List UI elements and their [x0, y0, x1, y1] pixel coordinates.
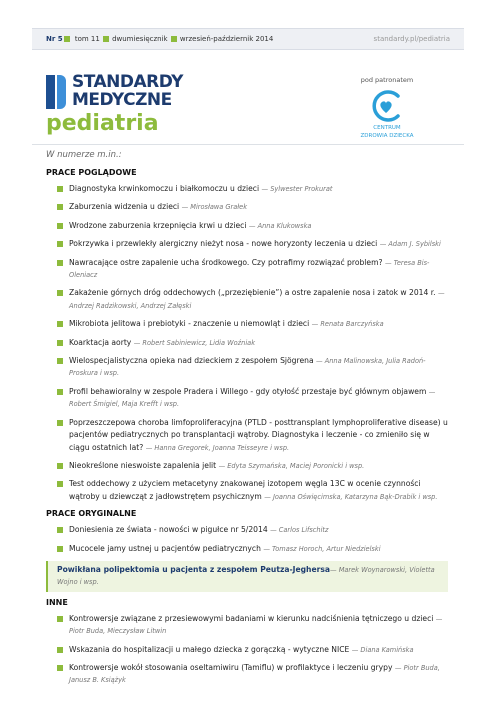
patron-org-line2: ZDROWIA DZIECKA: [360, 133, 414, 139]
article-title: Mikrobiota jelitowa i prebiotyki - znaczenie u niemowląt i dzieci: [69, 319, 310, 329]
square-bullet-icon: [57, 241, 63, 247]
article-item[interactable]: [46, 201, 448, 213]
article-authors: — Teresa Bis-Oleniacz: [69, 258, 430, 280]
article-title: Mucocele jamy ustnej u pacjentów pediatrycznych: [69, 543, 261, 553]
square-bullet-icon: [57, 358, 63, 364]
article-title: Wielospecjalistyczna opieka nad dzieckiem z zespołem Sjögrena: [69, 356, 314, 366]
table-of-contents: [46, 168, 448, 693]
article-item[interactable]: [46, 355, 448, 380]
journal-url-link[interactable]: standardy.pl/pediatria: [373, 35, 450, 43]
patronage-label: pod patronatem: [360, 76, 414, 84]
section-heading-review: PRACE POGLĄDOWE: [46, 168, 137, 177]
square-bullet-icon: [64, 36, 70, 42]
article-authors: — Mirosława Grałek: [181, 203, 248, 212]
article-authors: — Marek Woynarowski, Violetta Wojno i wsp.: [57, 565, 435, 587]
review-articles-list: [46, 183, 448, 503]
article-item[interactable]: [46, 460, 448, 472]
other-articles-list: [46, 613, 448, 687]
issue-meta: [46, 29, 273, 49]
volume: tom 11: [74, 35, 100, 43]
article-title: Diagnostyka krwinkomoczu i białkomoczu u dzieci: [69, 184, 260, 193]
square-bullet-icon: [57, 665, 63, 671]
square-bullet-icon: [57, 223, 63, 229]
issue-number: Nr 5: [46, 35, 63, 43]
article-authors: — Sylwester Prokurat: [261, 185, 333, 193]
square-bullet-icon: [57, 616, 63, 622]
square-bullet-icon: [171, 36, 177, 42]
article-item[interactable]: [46, 543, 448, 555]
article-authors: — Robert Śmigiel, Maja Krefft i wsp.: [69, 387, 436, 409]
article-authors: — Adam J. Sybilski: [379, 240, 441, 249]
original-articles-list: [46, 524, 448, 555]
article-title: Doniesienia ze świata - nowości w pigułce nr 5/2014: [69, 525, 268, 535]
square-bullet-icon: [57, 481, 63, 487]
square-bullet-icon: [57, 290, 63, 296]
divider: [32, 144, 464, 145]
article-item[interactable]: [46, 386, 448, 411]
square-bullet-icon: [57, 186, 63, 192]
article-item[interactable]: [46, 478, 448, 503]
article-item[interactable]: [46, 644, 448, 656]
article-item[interactable]: [46, 257, 448, 282]
article-authors: — Andrzej Radzikowski, Andrzej Załęski: [69, 289, 445, 310]
article-authors: — Joanna Oświęcimska, Katarzyna Bąk-Drabik i wsp.: [264, 492, 438, 501]
article-authors: — Diana Kamińska: [351, 645, 414, 654]
logo-word-standardy: STANDARDY: [72, 72, 183, 92]
article-authors: — Robert Sabiniewicz, Lidia Woźniak: [133, 338, 256, 347]
article-item[interactable]: [46, 662, 448, 687]
square-bullet-icon: [57, 389, 63, 395]
article-title: Koarktacja aorty: [69, 337, 132, 347]
square-bullet-icon: [57, 321, 63, 327]
article-title: Wskazania do hospitalizacji u małego dziecka z gorączką - wytyczne NICE: [69, 644, 350, 654]
patron-org-line1: CENTRUM: [373, 125, 401, 131]
square-bullet-icon: [57, 527, 63, 533]
square-bullet-icon: [57, 463, 63, 469]
article-authors: — Edyta Szymańska, Maciej Poronicki i wsp.: [218, 461, 365, 470]
article-item[interactable]: [46, 238, 448, 250]
article-title: Zakażenie górnych dróg oddechowych („przeziębienie”) a ostre zapalenie nosa i zatok w 2014 r.: [69, 288, 436, 298]
journal-title: pediatria: [46, 111, 159, 136]
article-title: Zaburzenia widzenia u dzieci: [69, 202, 180, 212]
highlighted-article[interactable]: [46, 561, 448, 592]
article-title: Test oddechowy z użyciem metacetyny znakowanej izotopem węgla 13C w ocenie czynności wątroby u dziewcząt z jadłowstrętem psychicznym: [69, 479, 421, 501]
logo-mark-icon: [46, 75, 66, 109]
article-authors: — Piotr Buda, Mieczysław Litwin: [69, 614, 443, 636]
intro-text: W numerze m.in.:: [46, 150, 122, 160]
article-item[interactable]: [46, 183, 448, 195]
article-item[interactable]: [46, 417, 448, 454]
square-bullet-icon: [57, 340, 63, 346]
article-title: Poprzeszczepowa choroba limfoproliferacyjna (PTLD - posttransplant lymphoproliferative disease) u pacjentów pediatrycznych po transplantacji wątroby. Diagnostyka i leczenie - co zmieniło się w ciągu ostatnich lat?: [69, 417, 448, 452]
article-title: Kontrowersje wokół stosowania oseltamiwiru (Tamiflu) w profilaktyce i leczeniu grypy: [69, 662, 393, 672]
square-bullet-icon: [57, 204, 63, 210]
square-bullet-icon: [103, 36, 109, 42]
article-item[interactable]: [46, 287, 448, 312]
square-bullet-icon: [57, 420, 63, 426]
section-heading-other: INNE: [46, 597, 68, 607]
article-item[interactable]: [46, 337, 448, 349]
logo-word-medyczne: MEDYCZNE: [72, 90, 172, 110]
frequency: dwumiesięcznik: [112, 35, 168, 43]
article-item[interactable]: [46, 318, 448, 330]
article-authors: — Carlos Lifschitz: [270, 526, 329, 535]
article-title: Wrodzone zaburzenia krzepnięcia krwi u dzieci: [69, 220, 247, 230]
article-authors: — Renata Barczyńska: [311, 320, 384, 329]
article-authors: — Hanna Gregorek, Joanna Teisseyre i wsp.: [145, 443, 290, 452]
square-bullet-icon: [57, 260, 63, 266]
article-authors: — Anna Malinowska, Julia Radoń-Proskura i wsp.: [69, 357, 426, 378]
issue-period: wrzesień-październik 2014: [179, 35, 274, 43]
article-authors: — Anna Klukowska: [248, 221, 312, 230]
square-bullet-icon: [57, 647, 63, 653]
standardy-medyczne-logo: [46, 74, 206, 114]
article-title: Nieokreślone nieswoiste zapalenia jelit: [69, 460, 217, 470]
article-authors: — Tomasz Horoch, Artur Niedzielski: [263, 544, 381, 553]
article-item[interactable]: [46, 524, 448, 536]
centrum-zdrowia-dziecka-logo-icon: [367, 88, 407, 124]
article-title: Pokrzywka i przewlekły alergiczny nieżyt nosa - nowe horyzonty leczenia u dzieci: [69, 239, 378, 249]
article-title: Profil behawioralny w zespole Pradera i Willego - gdy otyłość przestaje być głównym objawem: [69, 386, 427, 396]
section-heading-original: PRACE ORYGINALNE: [46, 509, 137, 519]
issue-info-bar: [32, 28, 464, 50]
square-bullet-icon: [57, 546, 63, 552]
article-authors: — Piotr Buda, Janusz B. Książyk: [69, 663, 440, 685]
article-item[interactable]: [46, 220, 448, 232]
article-item[interactable]: [46, 613, 448, 638]
article-title: Powikłana polipektomia u pacjenta z zespołem Peutza-Jeghersa: [57, 564, 330, 574]
article-title: Kontrowersje związane z przesiewowymi badaniami w kierunku nadciśnienia tętniczego u dzieci: [69, 613, 434, 623]
article-title: Nawracające ostre zapalenie ucha środkowego. Czy potrafimy rozwiązać problem?: [69, 257, 383, 267]
patronage-block: [356, 76, 418, 140]
